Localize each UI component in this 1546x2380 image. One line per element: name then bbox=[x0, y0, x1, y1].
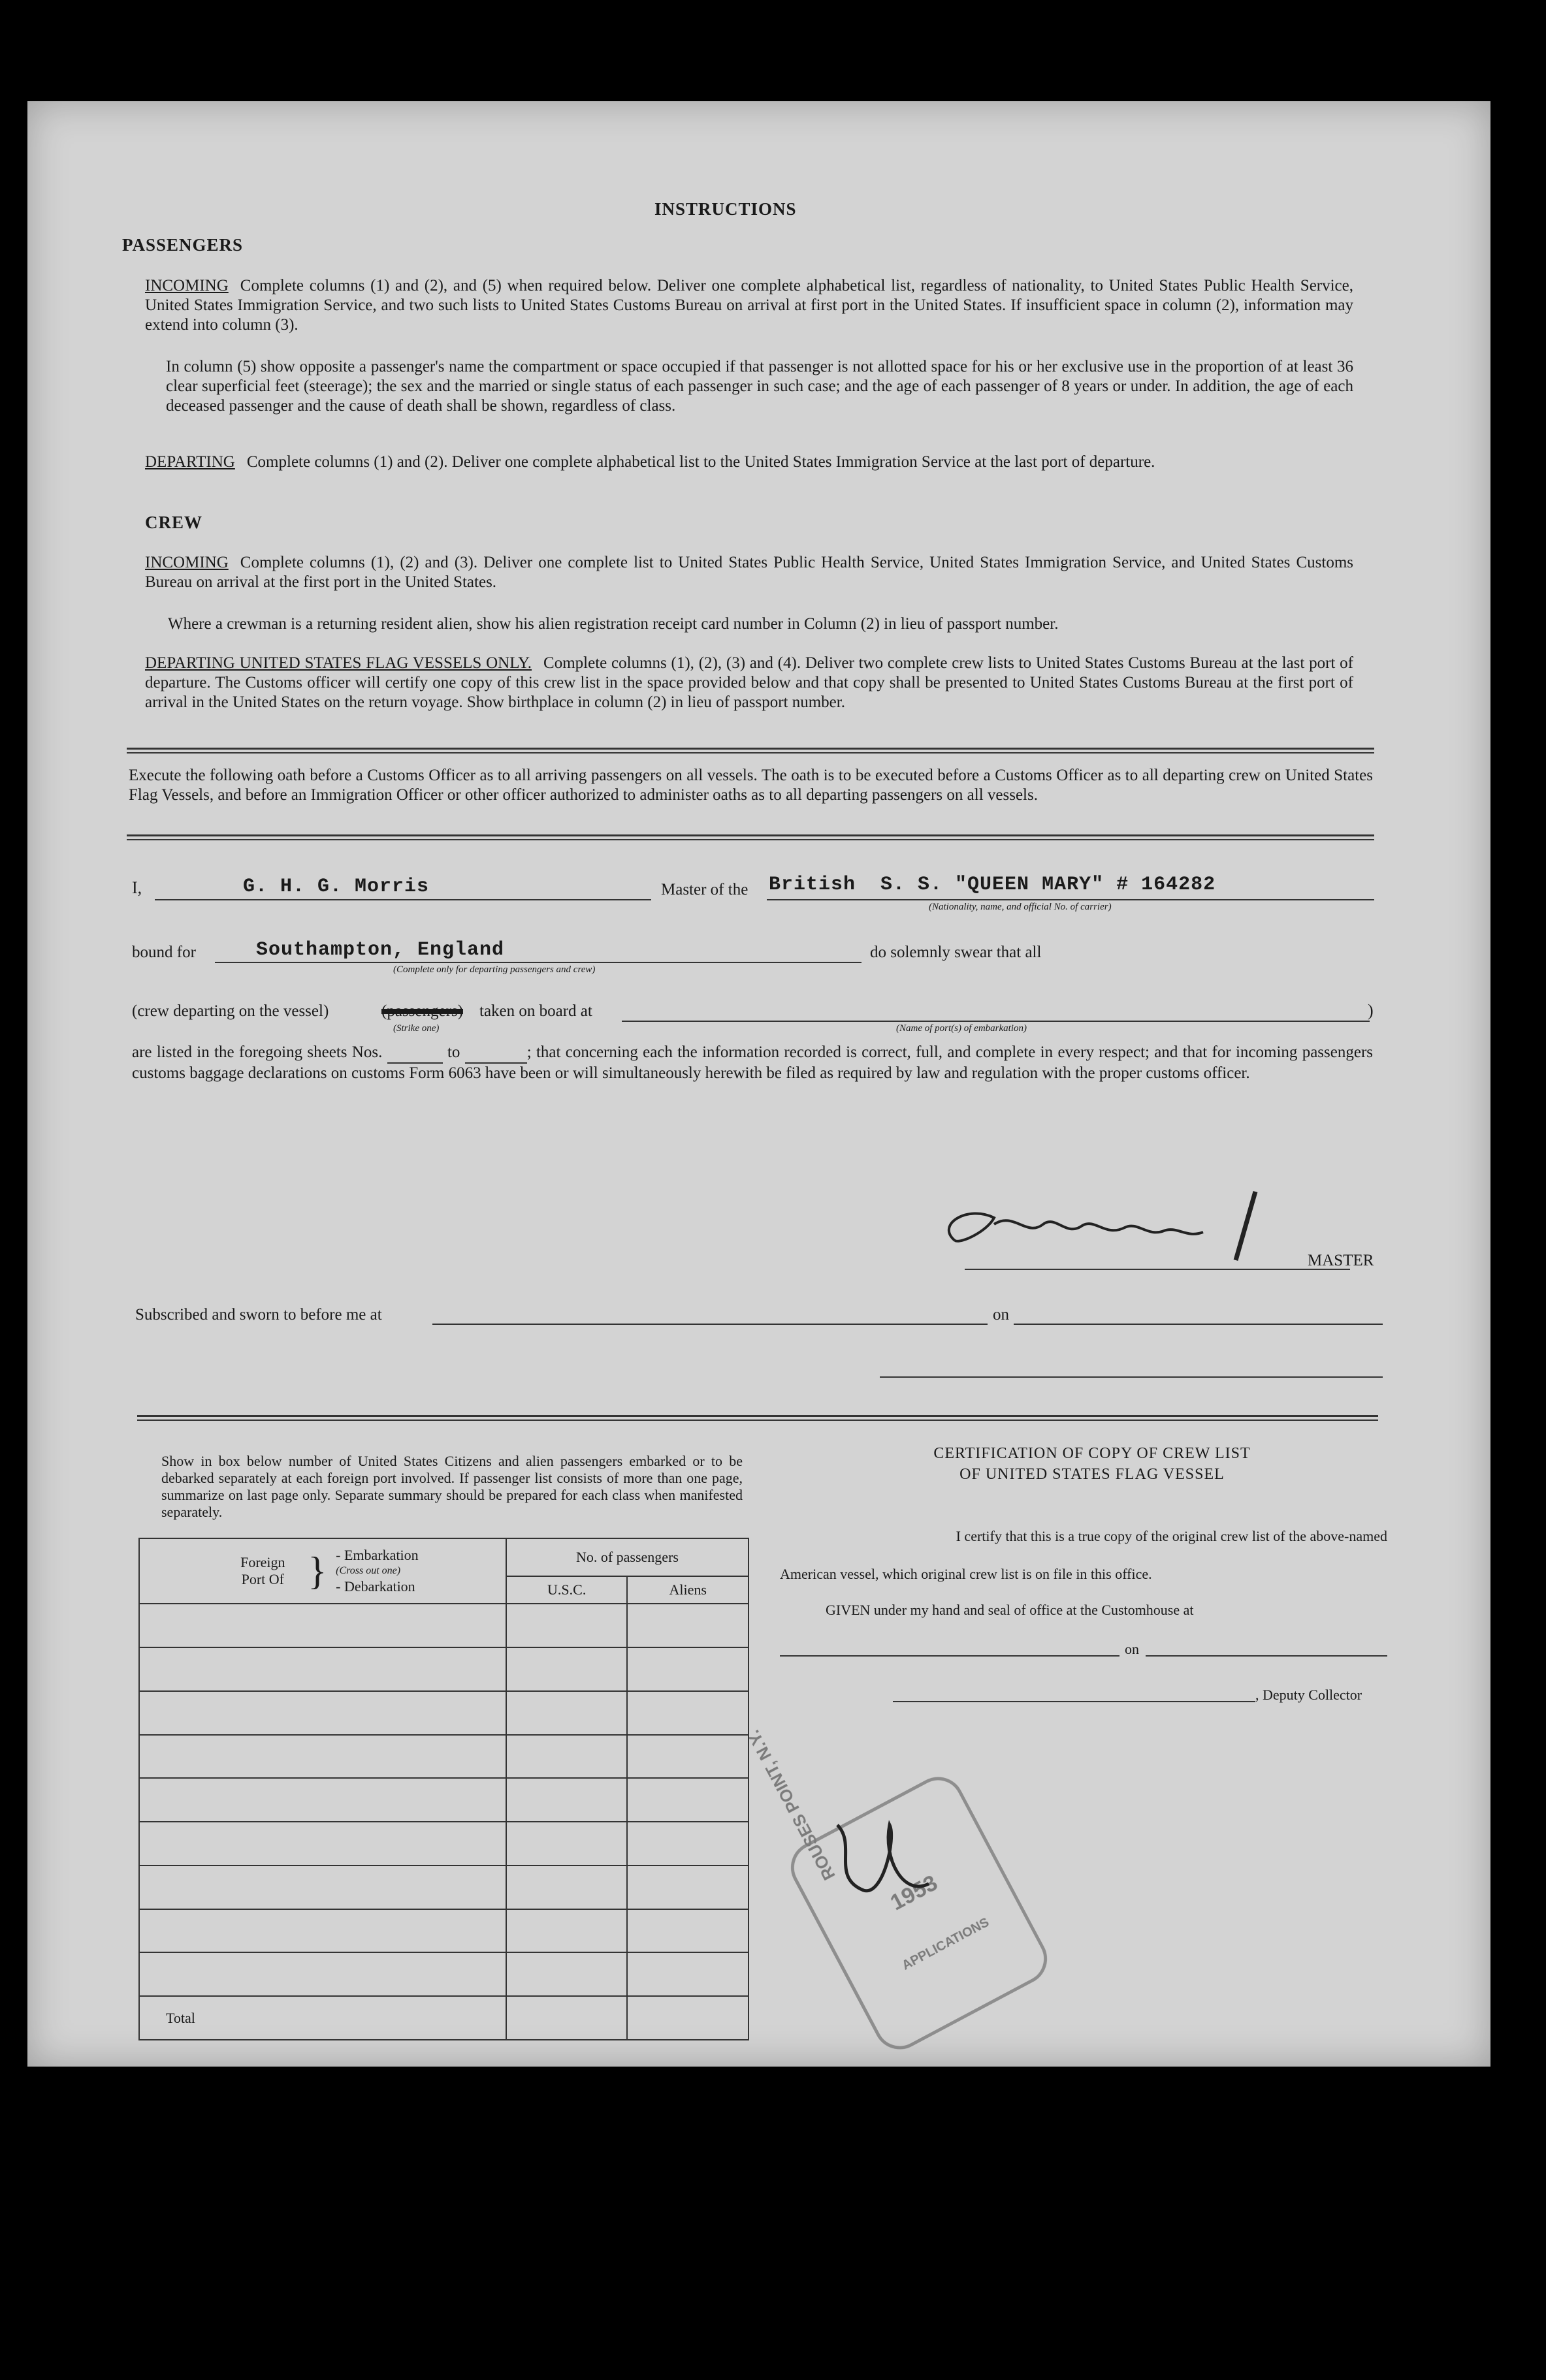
subscribed-date-line bbox=[1014, 1324, 1383, 1325]
crew-heading: CREW bbox=[145, 513, 203, 532]
aliens-cell[interactable] bbox=[627, 1865, 749, 1909]
certify-text-1: I certify that this is a true copy of the original crew list of the above-named bbox=[956, 1528, 1387, 1544]
aliens-total-cell[interactable] bbox=[627, 1996, 749, 2040]
brace: } bbox=[308, 1549, 327, 1593]
vessel-caption: (Nationality, name, and official No. of carrier) bbox=[929, 902, 1112, 912]
passengers-departing-label: DEPARTING bbox=[145, 453, 235, 471]
aliens-cell[interactable] bbox=[627, 1778, 749, 1822]
column5-paragraph: In column (5) show opposite a passenger's name the compartment or space occupied if that passenger is not allotted space for his or her exclusive use in the proportion of at least 36 clear superficial feet (steerage); the sex and the married or single status of each passenger in such case; and the age of each passenger of 8 years or under. In addition, the age of each deceased passenger and the cause of death shall be shown, regardless of class. bbox=[166, 358, 1353, 415]
sheet-to-line bbox=[465, 1043, 527, 1064]
debarkation-label: - Debarkation bbox=[336, 1578, 415, 1595]
usc-cell[interactable] bbox=[506, 1865, 628, 1909]
officer-signature-line bbox=[880, 1376, 1383, 1378]
master-signature-line bbox=[965, 1269, 1350, 1270]
passengers-incoming-text: Complete columns (1) and (2), and (5) when required below. Deliver one complete alphabetical list, regardless of nationality, to United States Public Health Service, United States Immigration Service, and two such lists to United States Customs Bureau on arrival at first port in the United States. If insufficient space in column (2), information may extend into column (3). bbox=[145, 277, 1353, 334]
port-cell[interactable] bbox=[139, 1604, 506, 1647]
stamp-line3: APPLICATIONS bbox=[899, 1915, 991, 1973]
taken-label: taken on board at bbox=[479, 1002, 592, 1020]
embarkation-port-line bbox=[622, 1021, 1370, 1022]
deputy-label: , Deputy Collector bbox=[1255, 1687, 1362, 1703]
usc-total-cell[interactable] bbox=[506, 1996, 628, 2040]
divider bbox=[137, 1415, 1378, 1421]
aliens-cell[interactable] bbox=[627, 1691, 749, 1735]
passenger-summary-table bbox=[138, 1538, 749, 2040]
subscribed-on-label: on bbox=[993, 1306, 1009, 1324]
embarkation-label: - Embarkation bbox=[336, 1547, 419, 1564]
certify-text-2: American vessel, which original crew list is on file in this office. bbox=[780, 1566, 1152, 1582]
summary-instruction bbox=[161, 1453, 743, 1521]
swear-text: do solemnly swear that all bbox=[870, 944, 1042, 961]
master-label: MASTER bbox=[1308, 1252, 1374, 1269]
certification-title-line2: OF UNITED STATES FLAG VESSEL bbox=[959, 1466, 1225, 1483]
usc-cell[interactable] bbox=[506, 1735, 628, 1779]
passengers-departing-paragraph bbox=[145, 452, 1353, 472]
deputy-collector-line bbox=[893, 1701, 1255, 1702]
given-text: GIVEN under my hand and seal of office at the Customhouse at bbox=[826, 1602, 1194, 1618]
crew-departing-label: DEPARTING UNITED STATES FLAG VESSELS ONLY. bbox=[145, 654, 532, 672]
usc-cell[interactable] bbox=[506, 1909, 628, 1953]
divider bbox=[127, 834, 1374, 840]
certification-title-line1: CERTIFICATION OF COPY OF CREW LIST bbox=[933, 1445, 1251, 1462]
port-caption: (Name of port(s) of embarkation) bbox=[896, 1023, 1027, 1034]
port-cell[interactable] bbox=[139, 1691, 506, 1735]
oath-intro: Execute the following oath before a Customs Officer as to all arriving passengers on all vessels. The oath is to be executed before a Customs Officer as to all departing crew on United States Flag Vessels, and before an Immigration Officer or other officer authorized to administer oaths as to all departing passengers on all vessels. bbox=[129, 767, 1373, 804]
aliens-cell[interactable] bbox=[627, 1647, 749, 1691]
bound-for-line bbox=[215, 962, 862, 963]
divider bbox=[127, 748, 1374, 754]
port-cell[interactable] bbox=[139, 1952, 506, 1996]
master-name: G. H. G. Morris bbox=[243, 876, 430, 898]
bound-caption: (Complete only for departing passengers and crew) bbox=[393, 964, 596, 975]
stamp-line1: ROUSES POINT, N.Y. bbox=[743, 1726, 839, 1884]
total-label: Total bbox=[139, 1996, 506, 2040]
aliens-cell[interactable] bbox=[627, 1822, 749, 1865]
master-signature bbox=[929, 1185, 1295, 1270]
struck-passengers: (passengers) bbox=[381, 1002, 463, 1020]
usc-cell[interactable] bbox=[506, 1952, 628, 1996]
certification-title bbox=[811, 1443, 1373, 1485]
port-cell[interactable] bbox=[139, 1909, 506, 1953]
no-passengers-header: No. of passengers bbox=[506, 1538, 749, 1576]
aliens-cell[interactable] bbox=[627, 1952, 749, 1996]
certification-on-label: on bbox=[1125, 1641, 1139, 1657]
subscribed-label: Subscribed and sworn to before me at bbox=[135, 1306, 382, 1324]
aliens-cell[interactable] bbox=[627, 1604, 749, 1647]
certification-date-line bbox=[1146, 1655, 1387, 1657]
vessel-line bbox=[767, 899, 1374, 900]
inspector-initials bbox=[818, 1799, 948, 1929]
aliens-header: Aliens bbox=[627, 1576, 749, 1604]
aliens-cell[interactable] bbox=[627, 1735, 749, 1779]
master-name-line bbox=[155, 899, 651, 900]
sheets-to: to bbox=[447, 1043, 460, 1061]
closing-paren: ) bbox=[1368, 1001, 1374, 1020]
usc-cell[interactable] bbox=[506, 1691, 628, 1735]
master-of-label: Master of the bbox=[661, 881, 749, 898]
bound-for-value: Southampton, England bbox=[256, 939, 505, 961]
usc-cell[interactable] bbox=[506, 1822, 628, 1865]
sheet-from-line bbox=[387, 1043, 443, 1064]
usc-cell[interactable] bbox=[506, 1604, 628, 1647]
summary-instruction-text: Show in box below number of United States Citizens and alien passengers embarked or to be debarked separately at each foreign port involved. If passenger list consists of more than one page, summarize on last page only. Separate summary should be prepared for each class when manifested separately. bbox=[161, 1453, 743, 1520]
subscribed-place-line bbox=[432, 1324, 988, 1325]
oath-i-label: I, bbox=[132, 878, 142, 897]
crew-departing-label: (crew departing on the vessel) bbox=[132, 1002, 329, 1020]
sheets-paragraph bbox=[132, 1043, 1373, 1083]
aliens-cell[interactable] bbox=[627, 1909, 749, 1953]
crew-departing-text: Complete columns (1), (2), (3) and (4). Deliver two complete crew lists to United States Customs Bureau at the last port of departure. The Customs officer will certify one copy of this crew list in the space provided below and that copy shall be presented to United States Customs Bureau at the first port of arrival in the United States on the return voyage. Show birthplace in column (2) in lieu of passport number. bbox=[145, 654, 1353, 711]
crew-incoming-label: INCOMING bbox=[145, 554, 229, 571]
passengers-incoming-label: INCOMING bbox=[145, 277, 229, 294]
usc-cell[interactable] bbox=[506, 1778, 628, 1822]
port-cell[interactable] bbox=[139, 1865, 506, 1909]
sheets-text-2: ; that concerning each the information recorded is correct, full, and complete in every respect; and that for incoming passengers customs baggage declarations on customs Form 6063 have been or will simultaneously herewith be filed as required by law and regulation with the proper customs officer. bbox=[132, 1043, 1373, 1082]
usc-header: U.S.C. bbox=[506, 1576, 628, 1604]
port-cell[interactable] bbox=[139, 1647, 506, 1691]
foreign-port-label: Foreign Port Of bbox=[240, 1554, 285, 1588]
crew-incoming-paragraph bbox=[145, 553, 1353, 592]
vessel-name: British S. S. "QUEEN MARY" # 164282 bbox=[769, 874, 1216, 896]
port-cell[interactable] bbox=[139, 1822, 506, 1865]
port-cell[interactable] bbox=[139, 1735, 506, 1779]
document-page bbox=[27, 101, 1490, 2067]
crew-departing-paragraph bbox=[145, 654, 1353, 712]
crew-incoming-text: Complete columns (1), (2) and (3). Deliver one complete list to United States Public Health Service, United States Immigration Service, and United States Customs Bureau on arrival at the first port in the United States. bbox=[145, 554, 1353, 591]
strike-caption: (Strike one) bbox=[393, 1023, 440, 1034]
passengers-incoming-paragraph bbox=[145, 276, 1353, 335]
cross-out-note: (Cross out one) bbox=[336, 1565, 401, 1577]
passengers-heading: PASSENGERS bbox=[122, 235, 244, 255]
usc-cell[interactable] bbox=[506, 1647, 628, 1691]
sheets-text-1: are listed in the foregoing sheets Nos. bbox=[132, 1043, 383, 1061]
stamp-year: 1953 bbox=[886, 1870, 942, 1916]
port-header-cell bbox=[139, 1538, 506, 1604]
instructions-title: INSTRUCTIONS bbox=[654, 199, 797, 219]
passengers-departing-text: Complete columns (1) and (2). Deliver one complete alphabetical list to the United States Immigration Service at the last port of departure. bbox=[246, 453, 1155, 471]
port-cell[interactable] bbox=[139, 1778, 506, 1822]
crew-resident-paragraph: Where a crewman is a returning resident alien, show his alien registration receipt card number in Column (2) in lieu of passport number. bbox=[168, 615, 1059, 633]
customhouse-line bbox=[780, 1655, 1119, 1657]
bound-for-label: bound for bbox=[132, 944, 196, 961]
